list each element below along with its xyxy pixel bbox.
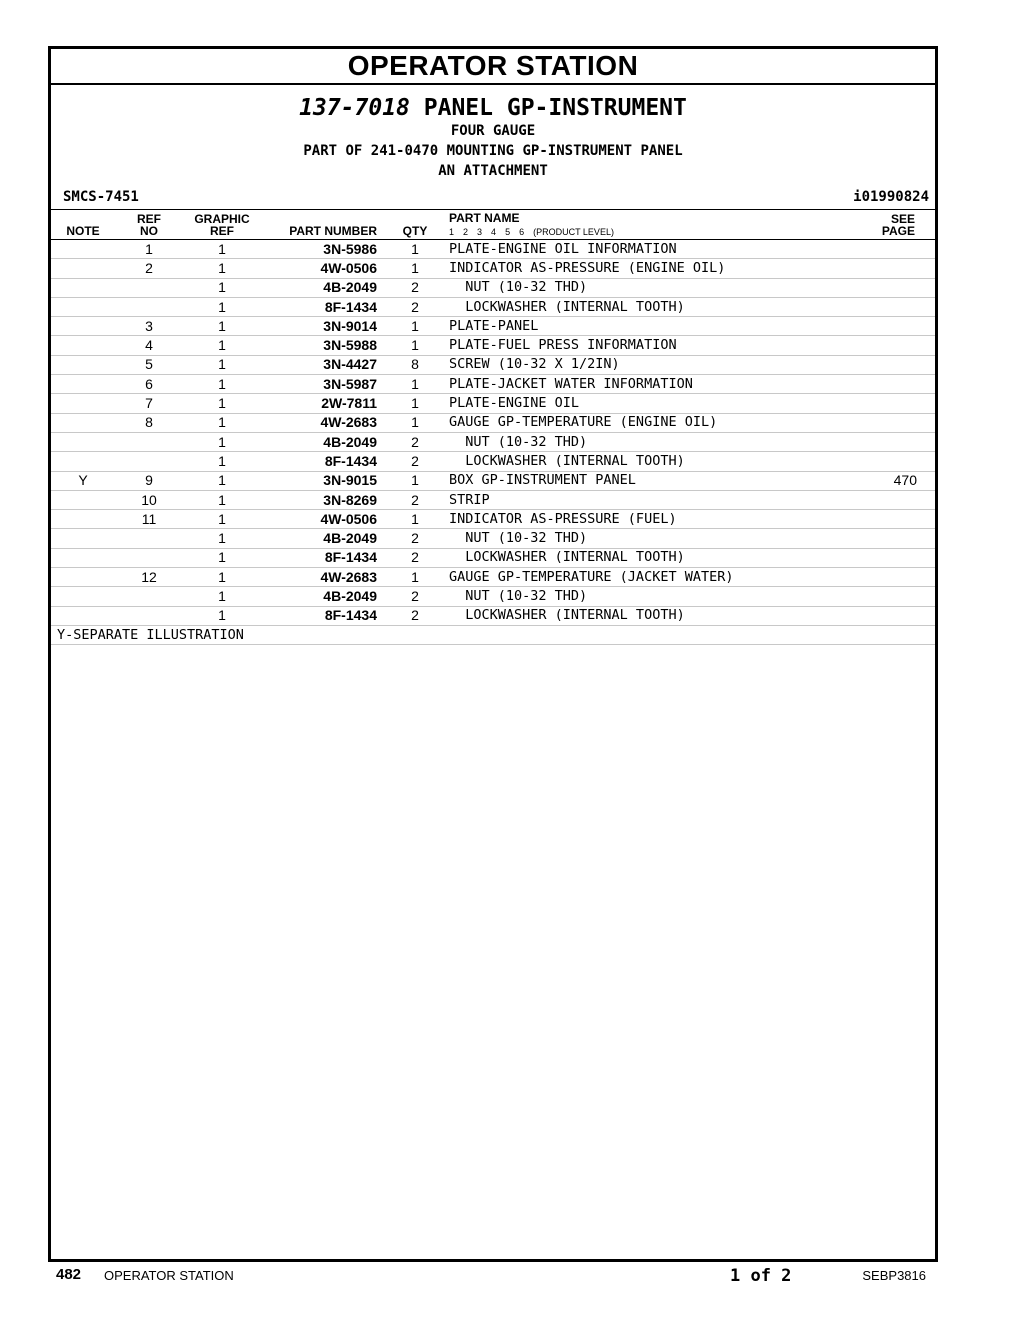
product-level-legend <box>449 227 845 237</box>
cell-note <box>51 394 115 413</box>
part-title-line <box>51 95 935 121</box>
cell-ref-no <box>115 529 183 548</box>
cell-graphic-ref: 1 <box>183 240 261 259</box>
table-row <box>51 432 935 451</box>
subtitle-2: PART OF 241-0470 MOUNTING GP-INSTRUMENT PANEL <box>303 143 683 159</box>
table-row <box>51 548 935 567</box>
smcs-bar <box>51 187 935 210</box>
page-footer <box>0 1266 1020 1286</box>
cell-part-number: 3N-5986 <box>261 240 383 259</box>
cell-ref-no: 12 <box>115 568 183 587</box>
cell-graphic-ref: 1 <box>183 355 261 374</box>
cell-part-number: 4W-0506 <box>261 259 383 278</box>
product-level-item: 1 <box>449 227 455 237</box>
cell-part-name: LOCKWASHER (INTERNAL TOOTH) <box>447 606 845 625</box>
cell-qty: 1 <box>383 471 447 490</box>
cell-part-number: 3N-8269 <box>261 490 383 509</box>
doc-id: SEBP3816 <box>862 1268 926 1283</box>
cell-part-name: SCREW (10-32 X 1/2IN) <box>447 355 845 374</box>
table-row <box>51 240 935 259</box>
cell-part-number: 3N-5988 <box>261 336 383 355</box>
cell-note <box>51 490 115 509</box>
product-level-item: 5 <box>505 227 511 237</box>
table-header-row <box>51 210 935 240</box>
cell-qty: 2 <box>383 548 447 567</box>
cell-note <box>51 375 115 394</box>
cell-note <box>51 529 115 548</box>
table-row <box>51 297 935 316</box>
cell-graphic-ref: 1 <box>183 471 261 490</box>
cell-qty: 2 <box>383 529 447 548</box>
page-frame <box>48 46 938 1262</box>
cell-part-number: 8F-1434 <box>261 297 383 316</box>
cell-graphic-ref: 1 <box>183 490 261 509</box>
col-see-page: SEE PAGE <box>845 210 935 240</box>
footer-section: OPERATOR STATION <box>104 1268 234 1283</box>
cell-note <box>51 568 115 587</box>
cell-ref-no <box>115 548 183 567</box>
cell-graphic-ref: 1 <box>183 394 261 413</box>
cell-part-name: GAUGE GP-TEMPERATURE (ENGINE OIL) <box>447 413 845 432</box>
cell-graphic-ref: 1 <box>183 259 261 278</box>
cell-ref-no: 11 <box>115 510 183 529</box>
cell-graphic-ref: 1 <box>183 317 261 336</box>
cell-ref-no: 7 <box>115 394 183 413</box>
cell-part-number: 3N-9014 <box>261 317 383 336</box>
table-row <box>51 490 935 509</box>
cell-part-name: NUT (10-32 THD) <box>447 587 845 606</box>
cell-see-page <box>845 548 935 567</box>
cell-qty: 1 <box>383 259 447 278</box>
assembly-part-title: PANEL GP-INSTRUMENT <box>423 95 687 121</box>
col-qty: QTY <box>383 210 447 240</box>
cell-qty: 2 <box>383 432 447 451</box>
cell-qty: 2 <box>383 606 447 625</box>
page-number: 482 <box>56 1266 82 1283</box>
col-note: NOTE <box>51 210 115 240</box>
cell-see-page: 470 <box>845 471 935 490</box>
table-row <box>51 529 935 548</box>
footnote: Y-SEPARATE ILLUSTRATION <box>51 625 935 644</box>
table-row <box>51 259 935 278</box>
cell-graphic-ref: 1 <box>183 375 261 394</box>
cell-see-page <box>845 510 935 529</box>
table-row <box>51 568 935 587</box>
cell-ref-no: 6 <box>115 375 183 394</box>
table-row <box>51 278 935 297</box>
cell-part-number: 4W-2683 <box>261 568 383 587</box>
cell-qty: 1 <box>383 240 447 259</box>
cell-qty: 2 <box>383 297 447 316</box>
cell-part-name: NUT (10-32 THD) <box>447 278 845 297</box>
cell-qty: 8 <box>383 355 447 374</box>
cell-see-page <box>845 568 935 587</box>
cell-see-page <box>845 259 935 278</box>
cell-part-number: 4W-2683 <box>261 413 383 432</box>
cell-note <box>51 336 115 355</box>
page-of: 1 of 2 <box>730 1266 792 1286</box>
product-level-item: 4 <box>491 227 497 237</box>
cell-ref-no: 9 <box>115 471 183 490</box>
cell-note: Y <box>51 471 115 490</box>
cell-see-page <box>845 490 935 509</box>
illustration-id: i01990824 <box>853 189 929 205</box>
cell-qty: 2 <box>383 278 447 297</box>
cell-see-page <box>845 394 935 413</box>
cell-note <box>51 510 115 529</box>
cell-see-page <box>845 278 935 297</box>
cell-graphic-ref: 1 <box>183 413 261 432</box>
footnote-row <box>51 625 935 644</box>
cell-part-number: 8F-1434 <box>261 606 383 625</box>
cell-ref-no <box>115 297 183 316</box>
section-title: OPERATOR STATION <box>51 49 935 85</box>
cell-graphic-ref: 1 <box>183 587 261 606</box>
table-row <box>51 413 935 432</box>
cell-part-name: PLATE-ENGINE OIL INFORMATION <box>447 240 845 259</box>
cell-part-number: 4B-2049 <box>261 529 383 548</box>
table-row <box>51 317 935 336</box>
cell-ref-no <box>115 606 183 625</box>
cell-see-page <box>845 529 935 548</box>
cell-qty: 1 <box>383 568 447 587</box>
cell-see-page <box>845 606 935 625</box>
table-row <box>51 336 935 355</box>
cell-qty: 1 <box>383 413 447 432</box>
cell-graphic-ref: 1 <box>183 529 261 548</box>
cell-note <box>51 240 115 259</box>
cell-ref-no <box>115 432 183 451</box>
cell-part-number: 3N-9015 <box>261 471 383 490</box>
smcs-code: SMCS-7451 <box>63 189 139 205</box>
table-row <box>51 510 935 529</box>
cell-see-page <box>845 432 935 451</box>
cell-part-name: STRIP <box>447 490 845 509</box>
cell-note <box>51 452 115 471</box>
subtitle-3: AN ATTACHMENT <box>438 163 548 179</box>
cell-part-name: NUT (10-32 THD) <box>447 432 845 451</box>
cell-part-number: 4B-2049 <box>261 587 383 606</box>
cell-part-number: 3N-4427 <box>261 355 383 374</box>
col-ref-no: REF NO <box>115 210 183 240</box>
table-row <box>51 355 935 374</box>
cell-part-number: 2W-7811 <box>261 394 383 413</box>
cell-ref-no <box>115 587 183 606</box>
cell-part-name: INDICATOR AS-PRESSURE (ENGINE OIL) <box>447 259 845 278</box>
cell-graphic-ref: 1 <box>183 510 261 529</box>
cell-see-page <box>845 240 935 259</box>
product-level-item: 6 <box>519 227 525 237</box>
cell-part-name: LOCKWASHER (INTERNAL TOOTH) <box>447 548 845 567</box>
cell-part-name: NUT (10-32 THD) <box>447 529 845 548</box>
cell-graphic-ref: 1 <box>183 452 261 471</box>
cell-part-number: 8F-1434 <box>261 548 383 567</box>
cell-part-name: PLATE-PANEL <box>447 317 845 336</box>
cell-graphic-ref: 1 <box>183 568 261 587</box>
cell-ref-no: 3 <box>115 317 183 336</box>
table-row <box>51 587 935 606</box>
cell-note <box>51 317 115 336</box>
table-row <box>51 452 935 471</box>
cell-graphic-ref: 1 <box>183 297 261 316</box>
cell-part-number: 8F-1434 <box>261 452 383 471</box>
cell-note <box>51 355 115 374</box>
cell-see-page <box>845 413 935 432</box>
col-part-name: PART NAME 1 2 3 4 5 6 (PRODUCT LEVEL) <box>447 210 845 240</box>
table-row <box>51 375 935 394</box>
cell-ref-no: 1 <box>115 240 183 259</box>
cell-see-page <box>845 355 935 374</box>
cell-note <box>51 432 115 451</box>
cell-qty: 2 <box>383 490 447 509</box>
cell-qty: 1 <box>383 375 447 394</box>
cell-see-page <box>845 317 935 336</box>
cell-qty: 1 <box>383 336 447 355</box>
cell-note <box>51 606 115 625</box>
assembly-part-number: 137-7018 <box>299 95 410 121</box>
product-level-item: 2 <box>463 227 469 237</box>
subtitle-1: FOUR GAUGE <box>450 123 536 139</box>
cell-part-name: PLATE-JACKET WATER INFORMATION <box>447 375 845 394</box>
cell-ref-no: 2 <box>115 259 183 278</box>
cell-see-page <box>845 587 935 606</box>
cell-ref-no: 5 <box>115 355 183 374</box>
cell-part-number: 3N-5987 <box>261 375 383 394</box>
cell-graphic-ref: 1 <box>183 432 261 451</box>
cell-see-page <box>845 452 935 471</box>
cell-note <box>51 259 115 278</box>
parts-table <box>51 210 935 645</box>
cell-part-name: PLATE-ENGINE OIL <box>447 394 845 413</box>
cell-ref-no: 10 <box>115 490 183 509</box>
table-row <box>51 394 935 413</box>
cell-note <box>51 587 115 606</box>
col-graphic-ref: GRAPHIC REF <box>183 210 261 240</box>
cell-graphic-ref: 1 <box>183 336 261 355</box>
cell-part-name: LOCKWASHER (INTERNAL TOOTH) <box>447 452 845 471</box>
col-part-number: PART NUMBER <box>261 210 383 240</box>
cell-ref-no: 4 <box>115 336 183 355</box>
cell-graphic-ref: 1 <box>183 548 261 567</box>
cell-part-number: 4B-2049 <box>261 432 383 451</box>
cell-qty: 1 <box>383 510 447 529</box>
cell-qty: 1 <box>383 317 447 336</box>
cell-qty: 2 <box>383 587 447 606</box>
cell-part-number: 4B-2049 <box>261 278 383 297</box>
cell-graphic-ref: 1 <box>183 606 261 625</box>
product-level-item: 3 <box>477 227 483 237</box>
cell-ref-no <box>115 452 183 471</box>
cell-note <box>51 297 115 316</box>
cell-qty: 2 <box>383 452 447 471</box>
cell-ref-no <box>115 278 183 297</box>
table-row <box>51 606 935 625</box>
cell-part-name: BOX GP-INSTRUMENT PANEL <box>447 471 845 490</box>
cell-part-name: INDICATOR AS-PRESSURE (FUEL) <box>447 510 845 529</box>
cell-note <box>51 278 115 297</box>
cell-graphic-ref: 1 <box>183 278 261 297</box>
cell-qty: 1 <box>383 394 447 413</box>
cell-ref-no: 8 <box>115 413 183 432</box>
cell-part-name: PLATE-FUEL PRESS INFORMATION <box>447 336 845 355</box>
cell-see-page <box>845 336 935 355</box>
cell-note <box>51 413 115 432</box>
cell-see-page <box>845 297 935 316</box>
cell-note <box>51 548 115 567</box>
cell-part-name: LOCKWASHER (INTERNAL TOOTH) <box>447 297 845 316</box>
cell-see-page <box>845 375 935 394</box>
part-header <box>51 95 935 181</box>
product-level-item: (PRODUCT LEVEL) <box>533 227 614 237</box>
cell-part-number: 4W-0506 <box>261 510 383 529</box>
cell-part-name: GAUGE GP-TEMPERATURE (JACKET WATER) <box>447 568 845 587</box>
table-row <box>51 471 935 490</box>
